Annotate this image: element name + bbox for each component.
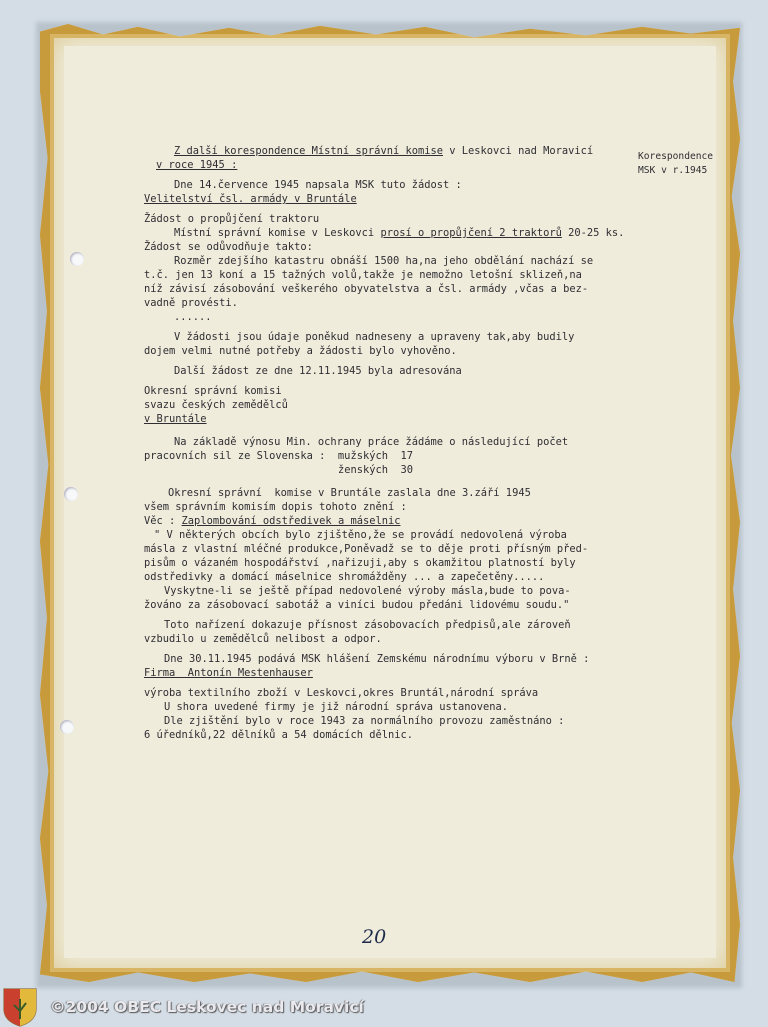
page-number: 20: [362, 926, 387, 948]
text-line: U shora uvedené firmy je již národní správa ustanovena.: [164, 701, 509, 713]
text-line: pracovních sil ze Slovenska : mužských 17: [144, 450, 413, 462]
quote-line: Vyskytne-li se ještě případ nedovolené výroby másla,bude to pova-: [164, 585, 571, 597]
quote-line: žováno za zásobovací sabotáž a viníci budou předáni lidovému soudu.": [144, 599, 570, 611]
subject-line: Žádost o propůjčení traktoru: [144, 213, 320, 225]
quote-line: másla z vlastní mléčné produkce,Poněvadž se to děje proti přísným před-: [144, 543, 589, 555]
text-line: dojem velmi nutné potřeby a žádosti bylo vyhověno.: [144, 345, 457, 357]
punch-hole-top: [70, 252, 84, 266]
text-line: ženských 30: [144, 464, 414, 476]
heading-rest: v Leskovci nad Moravicí: [443, 145, 594, 157]
text-line: 6 úředníků,22 dělníků a 54 domácích dělnic.: [144, 729, 413, 741]
text-line: Rozměr zdejšího katastru obnáší 1500 ha,na jeho obdělání nachází se: [174, 255, 594, 267]
address-line: v Bruntále: [144, 413, 207, 425]
text-line: vadně provésti.: [144, 297, 238, 309]
text-line: Dne 14.července 1945 napsala MSK tuto žádost :: [174, 179, 462, 191]
footer-bar: [0, 990, 768, 1024]
quote-line: " V některých obcích bylo zjištěno,že se provádí nedovolená výroba: [154, 529, 567, 541]
text-line: Toto nařízení dokazuje přísnost zásobovacích předpisů,ale zároveň: [164, 619, 571, 631]
subject-underlined: Zaplombování odstředivek a máselnic: [181, 515, 401, 527]
text-line: níž závisí zásobování veškerého obyvatelstva a čsl. armády ,včas a bez-: [144, 283, 589, 295]
request-underlined: prosí o propůjčení 2 traktorů: [380, 227, 562, 239]
text-line: Dne 30.11.1945 podává MSK hlášení Zemskému národnímu výboru v Brně :: [164, 653, 590, 665]
text-line: Dle zjištění bylo v roce 1943 za normálního provozu zaměstnáno :: [164, 715, 565, 727]
punch-hole-middle: [64, 487, 78, 501]
address-line: Okresní správní komisi: [144, 385, 282, 397]
punch-hole-bottom: [60, 720, 74, 734]
text-line: V žádosti jsou údaje poněkud nadneseny a upraveny tak,aby budily: [174, 331, 575, 343]
text-line: Další žádost ze dne 12.11.1945 byla adresována: [174, 365, 462, 377]
quote-line: odstředivky a domácí máselnice shromážděny ... a zapečetěny.....: [144, 571, 545, 583]
text-line: Žádost se odůvodňuje takto:: [144, 241, 313, 253]
text-line: Na základě výnosu Min. ochrany práce žádáme o následující počet: [174, 436, 569, 448]
quote-line: pisům o vázaném hospodářství ,nařizuji,aby s okamžitou platností byly: [144, 557, 576, 569]
village-crest-icon: [2, 987, 38, 1027]
text-line: vzbudilo u zemědělců nelibost a odpor.: [144, 633, 382, 645]
typewritten-text: [144, 144, 644, 742]
ellipsis-line: ......: [174, 311, 212, 323]
margin-note: [638, 150, 748, 178]
company-line: Firma Antonín Mestenhauser: [144, 667, 313, 679]
text-line: všem správním komisím dopis tohoto znění :: [144, 501, 407, 513]
margin-note-line-2: MSK v r.1945: [638, 165, 708, 176]
subject-line: Věc : Zaplombování odstředivek a máselnic: [144, 515, 401, 527]
request-line: Místní správní komise v Leskovci prosí o propůjčení 2 traktorů 20-25 ks.: [174, 227, 625, 239]
margin-note-line-1: Korespondence: [638, 151, 714, 162]
text-line: Okresní správní komise v Bruntále zaslala dne 3.září 1945: [168, 487, 531, 499]
text-line: výroba textilního zboží v Leskovci,okres Bruntál,národní správa: [144, 687, 539, 699]
addressee-line: Velitelství čsl. armády v Bruntále: [144, 193, 357, 205]
heading-line: [144, 144, 644, 158]
copyright-text: ©2004 OBEC Leskovec nad Moravicí: [50, 998, 364, 1016]
heading-underlined: Z další korespondence Místní správní komise: [174, 145, 443, 157]
text-line: t.č. jen 13 koní a 15 tažných volů,takže je nemožno letošní sklizeň,na: [144, 269, 582, 281]
address-line: svazu českých zemědělců: [144, 399, 288, 411]
heading-year: v roce 1945 :: [156, 159, 238, 171]
